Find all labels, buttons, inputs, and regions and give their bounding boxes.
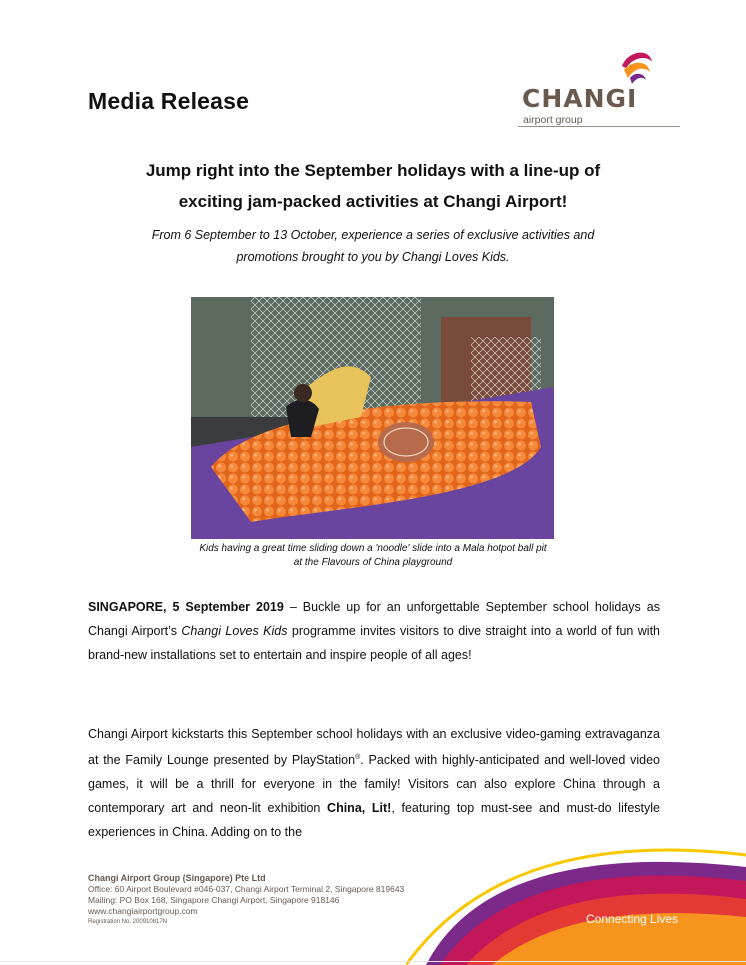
- photo-caption: [100, 542, 646, 570]
- ball-pit-illustration: [191, 297, 554, 539]
- registered-mark: ®: [355, 754, 361, 761]
- footer-company: Changi Airport Group (Singapore) Pte Ltd: [88, 873, 266, 883]
- subheadline: [90, 224, 656, 268]
- changi-logo: [518, 48, 682, 128]
- footer-tagline: Connecting Lives: [586, 912, 679, 926]
- footer-info: [88, 873, 404, 928]
- footer-website[interactable]: www.changiairportgroup.com: [88, 906, 198, 916]
- footer-swoosh-graphic: [406, 847, 746, 965]
- p1-text-a: – Buckle up for an unforgettable September school holidays as Changi Airport’s: [88, 600, 660, 638]
- body-paragraph-1: [88, 595, 660, 667]
- footer-office: Office: 60 Airport Boulevard #046-037, Changi Airport Terminal 2, Singapore 819643: [88, 884, 405, 894]
- programme-name: Changi Loves Kids: [181, 624, 288, 638]
- page-bottom-divider: [0, 961, 746, 962]
- dateline: SINGAPORE, 5 September 2019: [88, 600, 284, 614]
- headline-line-2: exciting jam-packed activities at Changi Airport!: [178, 192, 568, 211]
- body-paragraph-2: [88, 722, 660, 844]
- footer-registration: Registration No. 200910817N: [88, 919, 168, 925]
- logo-wordmark: CHANGI: [522, 84, 638, 113]
- subheadline-line-1: From 6 September to 13 October, experience a series of exclusive activities and: [151, 228, 595, 242]
- footer-mailing: Mailing: PO Box 168, Singapore Changi Airport, Singapore 918146: [88, 895, 340, 905]
- logo-swirl-icon: [614, 48, 658, 88]
- exhibition-name: China, Lit!: [327, 801, 392, 816]
- p2-text-b: . Packed with highly-anticipated and well-loved video games, it will be a thrill for everyone in the family! Visitors can also explore China through a contemporary art and neon-lit exhibition: [88, 753, 660, 816]
- headline: [70, 155, 676, 217]
- p2-text-c: , featuring top must-see and must-do lifestyle experiences in China. Adding on to the: [88, 801, 660, 840]
- subheadline-line-2: promotions brought to you by Changi Loves Kids.: [236, 250, 510, 264]
- p1-text-b: programme invites visitors to dive straight into a world of fun with brand-new installations set to entertain and inspire people of all ages!: [88, 624, 660, 662]
- caption-line-2: at the Flavours of China playground: [293, 557, 453, 568]
- p2-text-a: Changi Airport kickstarts this September school holidays with an exclusive video-gaming extravaganza at the Family Lounge presented by PlayStation: [88, 727, 660, 768]
- ball-pit-photo: [191, 297, 554, 539]
- caption-line-1: Kids having a great time sliding down a 'noodle' slide into a Mala hotpot ball pit: [199, 543, 547, 554]
- headline-line-1: Jump right into the September holidays with a line-up of: [145, 161, 601, 180]
- logo-subtitle: airport group: [523, 114, 583, 126]
- logo-divider: [518, 126, 680, 127]
- page-heading: Media Release: [88, 88, 250, 114]
